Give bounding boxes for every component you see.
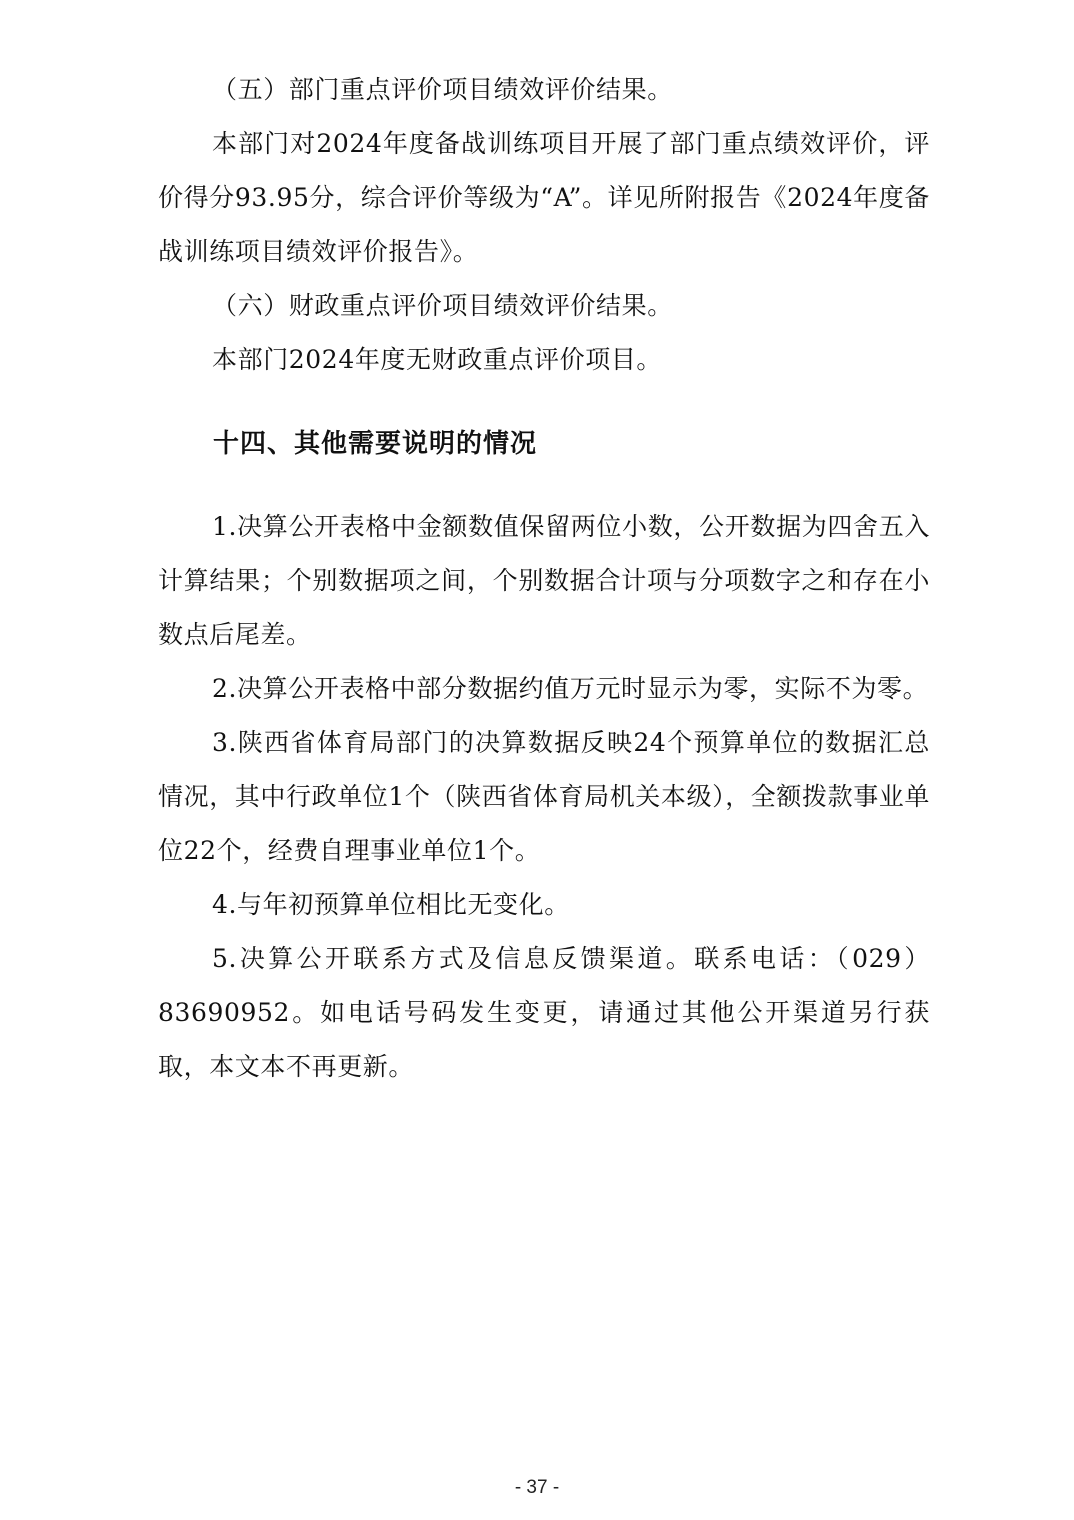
note-item-3: 3.陕西省体育局部门的决算数据反映24个预算单位的数据汇总情况，其中行政单位1个（陕西省体育局机关本级），全额拨款事业单位22个，经费自理事业单位1个。 (158, 728, 931, 865)
section-heading-other-notes: 十四、其他需要说明的情况 (213, 429, 538, 459)
paragraph-dept-key-evaluation: 本部门对2024年度备战训练项目开展了部门重点绩效评价，评价得分93.95分，综合评价等级为“A”。详见所附报告《2024年度备战训练项目绩效评价报告》。 (158, 129, 930, 266)
subheading-dept-key-evaluation: （五）部门重点评价项目绩效评价结果。 (212, 75, 673, 104)
note-item-5: 5.决算公开联系方式及信息反馈渠道。联系电话：（029）83690952。如电话号码发生变更，请通过其他公开渠道另行获取，本文本不再更新。 (158, 944, 930, 1081)
paragraph-finance-key-evaluation: 本部门2024年度无财政重点评价项目。 (212, 345, 663, 374)
note-item-1: 1.决算公开表格中金额数值保留两位小数，公开数据为四舍五入计算结果；个别数据项之间，个别数据合计项与分项数字之和存在小数点后尾差。 (158, 512, 930, 649)
performance-results-block (158, 63, 930, 387)
subheading-finance-key-evaluation: （六）财政重点评价项目绩效评价结果。 (212, 291, 673, 320)
note-item-4: 4.与年初预算单位相比无变化。 (212, 890, 570, 919)
page-number: - 37 - (514, 1477, 560, 1498)
note-item-2: 2.决算公开表格中部分数据约值万元时显示为零，实际不为零。 (212, 674, 929, 703)
other-notes-block (158, 500, 930, 1094)
